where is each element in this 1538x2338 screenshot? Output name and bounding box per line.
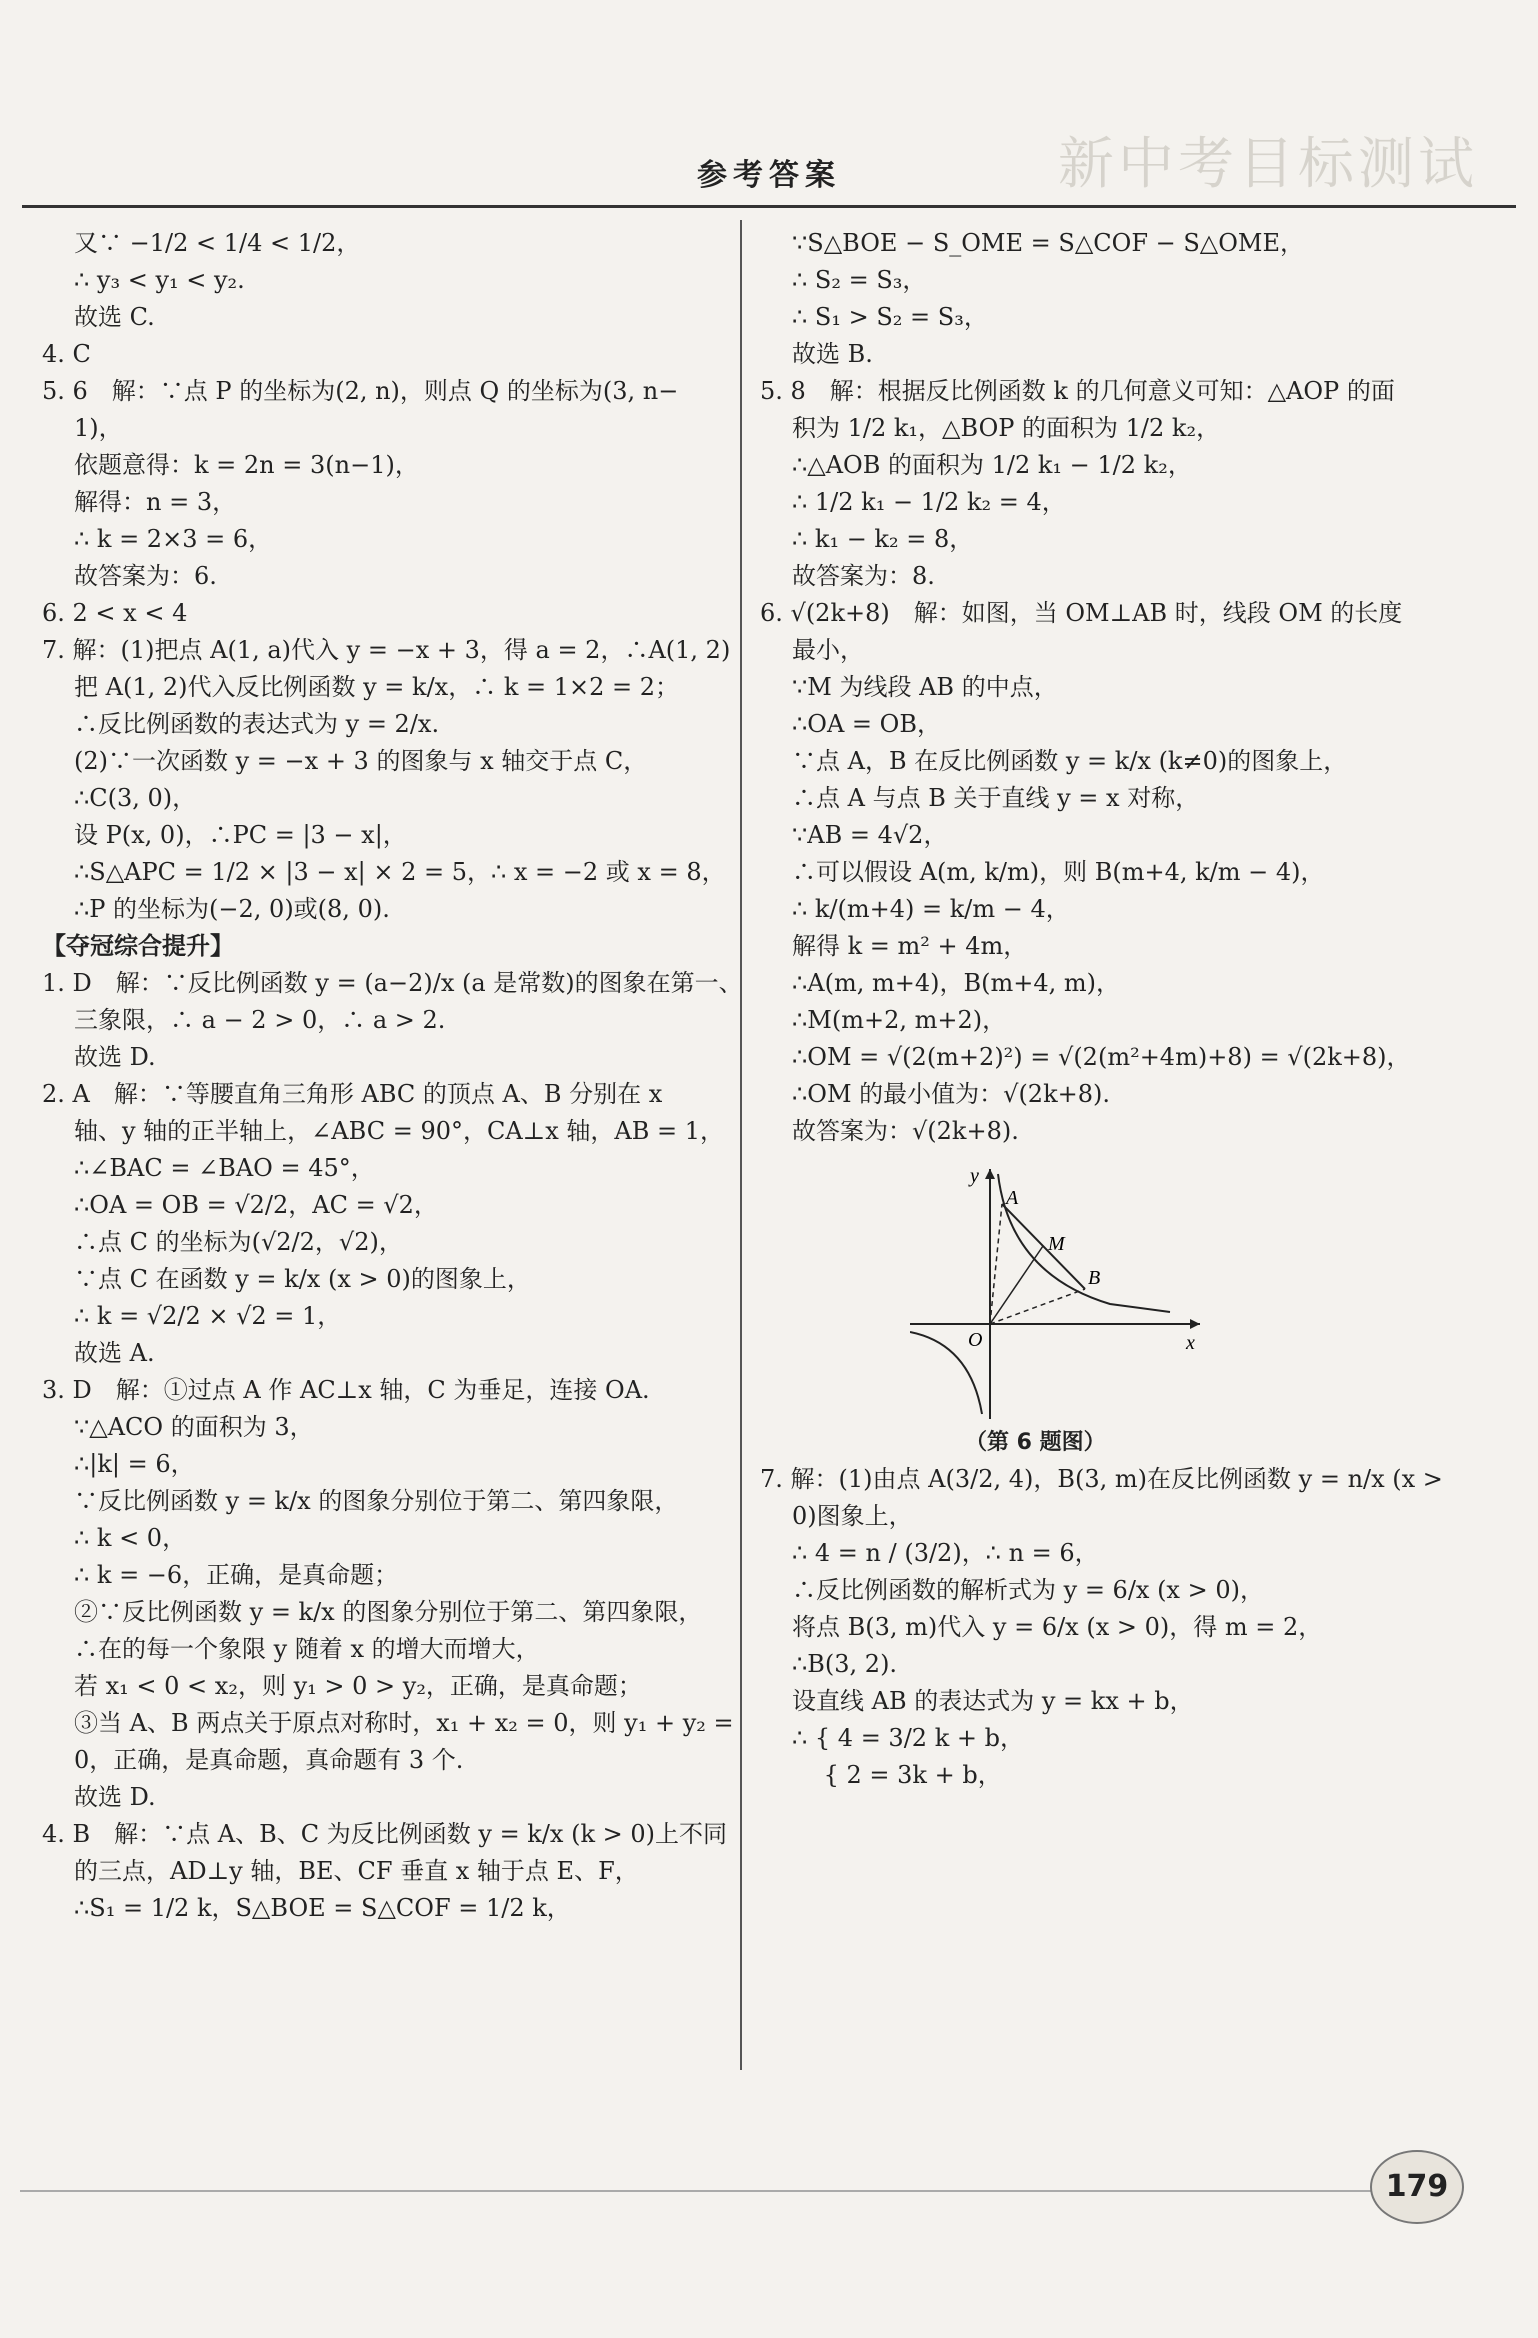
text-line: ∴点 A 与点 B 关于直线 y = x 对称，	[792, 784, 1200, 812]
text-line: ∴∠BAC = ∠BAO = 45°，	[74, 1154, 375, 1182]
footer-rule	[20, 2190, 1388, 2192]
text-line: ∴OM = √(2(m+2)²) = √(2(m²+4m)+8) = √(2k+8)，	[792, 1043, 1411, 1071]
text-line: ∵S△BOE − S_OME = S△COF − S△OME，	[792, 229, 1305, 257]
text-line: ∴OA = OB = √2/2，AC = √2，	[74, 1191, 438, 1219]
point-a-label: A	[1006, 1187, 1019, 1209]
text-line: 故答案为：6.	[74, 562, 217, 590]
text-line: 设 P(x, 0)，∴PC = |3 − x|，	[74, 821, 407, 849]
answer-number: 7. 解：(1)把点 A(1, a)代入 y = −x + 3，得 a = 2，∴A(1, 2)	[42, 636, 731, 664]
text-line: ∴ S₁ > S₂ = S₃，	[792, 303, 988, 331]
text-line: 故选 D.	[74, 1043, 156, 1071]
text-line: 三象限，∴ a − 2 > 0，∴ a > 2.	[74, 1006, 446, 1034]
text-line: { 2 = 3k + b，	[792, 1761, 1002, 1789]
section-heading: 【夺冠综合提升】	[42, 932, 234, 960]
text-line: 将点 B(3, m)代入 y = 6/x (x > 0)，得 m = 2，	[792, 1613, 1323, 1641]
text-line: ∴ y₃ < y₁ < y₂.	[74, 266, 245, 294]
text-line: ∴A(m, m+4)，B(m+4, m)，	[792, 969, 1120, 997]
text-line: ∴在的每一个象限 y 随着 x 的增大而增大，	[74, 1635, 540, 1663]
y-label: y	[970, 1165, 979, 1187]
text-line: ∴ k/(m+4) = k/m − 4，	[792, 895, 1070, 923]
left-column	[42, 225, 743, 1927]
figure-6	[910, 1164, 1210, 1424]
answer-number: 5. 6 解：∵点 P 的坐标为(2, n)，则点 Q 的坐标为(3, n−	[42, 377, 679, 405]
page-header	[0, 0, 1538, 230]
text-line: ∴可以假设 A(m, k/m)，则 B(m+4, k/m − 4)，	[792, 858, 1325, 886]
text-line: ∴反比例函数的表达式为 y = 2/x.	[74, 710, 440, 738]
text-line: ∴OM 的最小值为：√(2k+8).	[792, 1080, 1110, 1108]
y-axis-arrow	[985, 1169, 995, 1179]
text-line: 轴、y 轴的正半轴上，∠ABC = 90°，CA⊥x 轴，AB = 1，	[74, 1117, 725, 1145]
text-line: ∴ k = √2/2 × √2 = 1，	[74, 1302, 342, 1330]
column-divider	[740, 220, 742, 2070]
text-line: ∴|k| = 6，	[74, 1450, 195, 1478]
answer-number: 4. C	[42, 340, 91, 368]
text-line: ∴ k = −6，正确，是真命题；	[74, 1561, 399, 1589]
figure-caption: （第 6 题图）	[965, 1430, 1106, 1455]
text-line: ∴ 4 = n / (3/2)，∴ n = 6，	[792, 1539, 1099, 1567]
header-rule	[22, 205, 1516, 208]
text-line: 积为 1/2 k₁，△BOP 的面积为 1/2 k₂，	[792, 414, 1221, 442]
text-line: ∴B(3, 2).	[792, 1650, 898, 1678]
text-line: ②∵反比例函数 y = k/x 的图象分别位于第二、第四象限，	[74, 1598, 703, 1626]
answer-number: 3. D 解：①过点 A 作 AC⊥x 轴，C 为垂足，连接 OA.	[42, 1376, 650, 1404]
text-line: ∵M 为线段 AB 的中点，	[792, 673, 1058, 701]
point-m-label: M	[1048, 1233, 1065, 1255]
text-line: 故答案为：8.	[792, 562, 935, 590]
text-line: ∴M(m+2, m+2)，	[792, 1006, 1007, 1034]
text-line: ∴S₁ = 1/2 k，S△BOE = S△COF = 1/2 k，	[74, 1894, 571, 1922]
page-number-badge: 179	[1370, 2150, 1464, 2224]
text-line: ∵△ACO 的面积为 3，	[74, 1413, 314, 1441]
text-line: 1)，	[74, 414, 123, 442]
answer-number: 7. 解：(1)由点 A(3/2, 4)，B(3, m)在反比例函数 y = n/x (x >	[760, 1465, 1443, 1493]
text-line: 故选 D.	[74, 1783, 156, 1811]
text-line: ∴ { 4 = 3/2 k + b，	[792, 1724, 1024, 1752]
x-axis-arrow	[1190, 1319, 1200, 1329]
text-line: 依题意得：k = 2n = 3(n−1)，	[74, 451, 419, 479]
right-column	[760, 225, 1460, 1794]
text-line: ∴反比例函数的解析式为 y = 6/x (x > 0)，	[792, 1576, 1264, 1604]
text-line: ∴ 1/2 k₁ − 1/2 k₂ = 4，	[792, 488, 1066, 516]
answer-number: 4. B 解：∵点 A、B、C 为反比例函数 y = k/x (k > 0)上不同	[42, 1820, 728, 1848]
segment-oa	[990, 1204, 1002, 1324]
hyperbola-first-quadrant	[998, 1174, 1170, 1312]
text-line: ∴△AOB 的面积为 1/2 k₁ − 1/2 k₂，	[792, 451, 1192, 479]
point-b-label: B	[1088, 1267, 1101, 1289]
answer-number: 6. 2 < x < 4	[42, 599, 188, 627]
text-line: ∴S△APC = 1/2 × |3 − x| × 2 = 5，∴ x = −2 或 x = 8，	[74, 858, 726, 886]
text-line: 0)图象上，	[792, 1502, 913, 1530]
text-line: ∵反比例函数 y = k/x 的图象分别位于第二、第四象限，	[74, 1487, 679, 1515]
text-line: ∴点 C 的坐标为(√2/2，√2)，	[74, 1228, 403, 1256]
text-line: 又∵ −1/2 < 1/4 < 1/2，	[74, 229, 361, 257]
text-line: 最小，	[792, 636, 864, 664]
text-line: ∴ k < 0，	[74, 1524, 187, 1552]
text-line: (2)∵一次函数 y = −x + 3 的图象与 x 轴交于点 C，	[74, 747, 648, 775]
text-line: 故答案为：√(2k+8).	[792, 1117, 1019, 1145]
text-line: 解得 k = m² + 4m，	[792, 932, 1028, 960]
text-line: 把 A(1, 2)代入反比例函数 y = k/x，∴ k = 1×2 = 2；	[74, 673, 680, 701]
answer-number: 5. 8 解：根据反比例函数 k 的几何意义可知：△AOP 的面	[760, 377, 1395, 405]
page-title: 参考答案	[697, 158, 841, 193]
text-line: 故选 C.	[74, 303, 155, 331]
text-line: ∴ k₁ − k₂ = 8，	[792, 525, 974, 553]
text-line: ∴ S₂ = S₃，	[792, 266, 927, 294]
text-line: 若 x₁ < 0 < x₂，则 y₁ > 0 > y₂，正确，是真命题；	[74, 1672, 642, 1700]
text-line: ∵AB = 4√2，	[792, 821, 948, 849]
text-line: ∵点 A，B 在反比例函数 y = k/x (k≠0)的图象上，	[792, 747, 1348, 775]
segment-om	[990, 1246, 1043, 1324]
text-line: ∵点 C 在函数 y = k/x (x > 0)的图象上，	[74, 1265, 531, 1293]
x-label: x	[1186, 1332, 1195, 1354]
text-line: ③当 A、B 两点关于原点对称时，x₁ + x₂ = 0，则 y₁ + y₂ =	[74, 1709, 734, 1737]
answer-number: 6. √(2k+8) 解：如图，当 OM⊥AB 时，线段 OM 的长度	[760, 599, 1403, 627]
graph-diagram	[910, 1164, 1210, 1424]
answer-number: 1. D 解：∵反比例函数 y = (a−2)/x (a 是常数)的图象在第一、	[42, 969, 743, 997]
text-line: 的三点，AD⊥y 轴，BE、CF 垂直 x 轴于点 E、F，	[74, 1857, 639, 1885]
text-line: 设直线 AB 的表达式为 y = kx + b，	[792, 1687, 1194, 1715]
text-line: ∴OA = OB，	[792, 710, 941, 738]
header-ghost-text: 新中考目标测试	[1058, 132, 1478, 197]
text-line: ∴P 的坐标为(−2, 0)或(8, 0).	[74, 895, 390, 923]
text-line: 0，正确，是真命题，真命题有 3 个.	[74, 1746, 464, 1774]
origin-label: O	[968, 1329, 983, 1351]
answer-number: 2. A 解：∵等腰直角三角形 ABC 的顶点 A、B 分别在 x	[42, 1080, 663, 1108]
segment-ob	[990, 1289, 1085, 1324]
text-line: ∴ k = 2×3 = 6，	[74, 525, 273, 553]
text-line: ∴C(3, 0)，	[74, 784, 197, 812]
text-line: 解得：n = 3，	[74, 488, 237, 516]
text-line: 故选 A.	[74, 1339, 155, 1367]
text-line: 故选 B.	[792, 340, 873, 368]
